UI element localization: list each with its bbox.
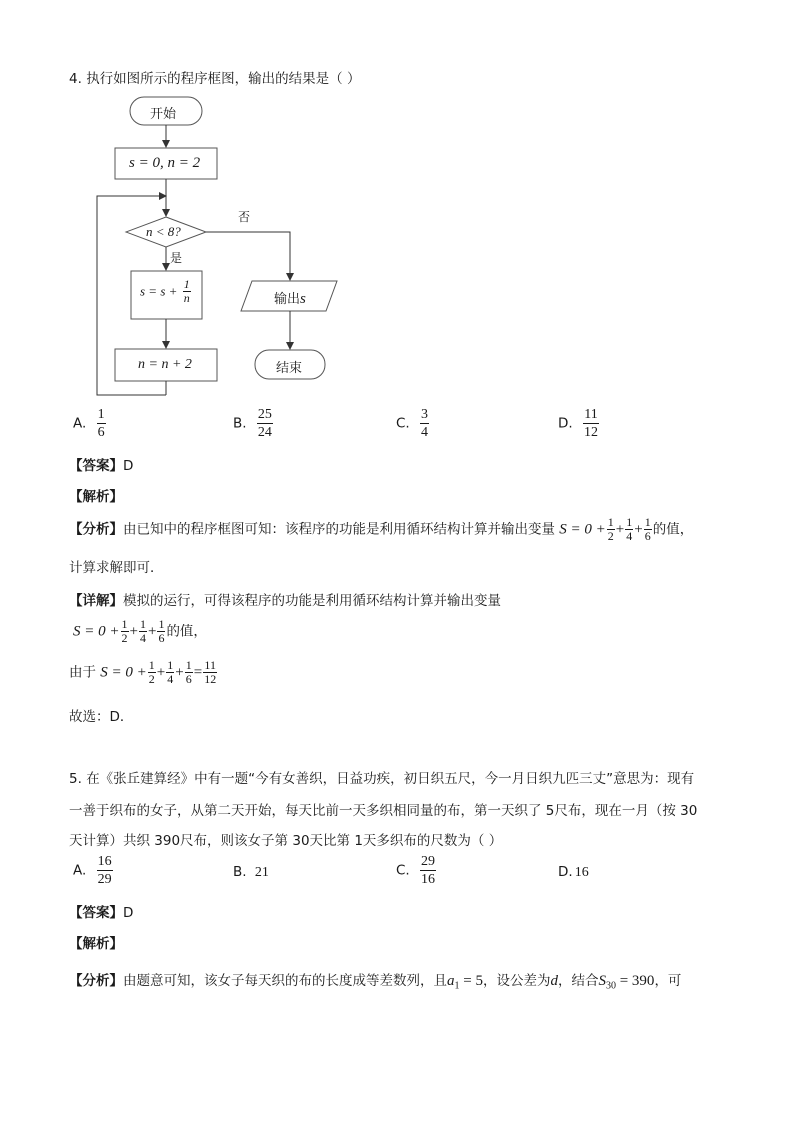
flow-update-s-label bbox=[140, 278, 192, 305]
q4-sum-line bbox=[73, 618, 207, 645]
option-label: D. bbox=[558, 864, 573, 880]
plus: + bbox=[615, 521, 625, 538]
output-var: s bbox=[300, 291, 306, 307]
fenxi-tag: 【分析】 bbox=[69, 973, 123, 989]
plus: + bbox=[156, 664, 166, 681]
flow-cond-label: n < 8? bbox=[146, 224, 181, 239]
option-label: B. bbox=[233, 864, 247, 880]
q5-line3: 天计算）共织 390尺布，则该女子第 30天比第 1天多织布的尺数为（ ） bbox=[69, 833, 503, 849]
output-text: 输出 bbox=[274, 292, 301, 307]
fenxi-c: ，结合 bbox=[557, 973, 599, 989]
q4-fenxi bbox=[69, 516, 693, 543]
q5-fenxi bbox=[69, 969, 681, 992]
q5-answer bbox=[69, 901, 133, 921]
frac-1-2: $\frac{1}{2}$ bbox=[148, 658, 155, 686]
q4-option-c bbox=[396, 406, 430, 441]
fenxi-a: 由题意可知，该女子每天织的布的长度成等差数列，且 bbox=[123, 973, 447, 989]
option-frac: $\frac{25}{24}$ bbox=[257, 407, 272, 440]
answer-tag: 【答案】 bbox=[69, 905, 123, 921]
equals: = bbox=[193, 664, 203, 681]
frac-1-4: $\frac{1}{4}$ bbox=[139, 617, 146, 645]
frac-1-4: $\frac{1}{4}$ bbox=[626, 515, 633, 543]
q5-option-c bbox=[396, 853, 437, 888]
option-label: C. bbox=[396, 415, 410, 432]
option-frac: $\frac{3}{4}$ bbox=[421, 407, 429, 440]
option-frac: $\frac{11}{12}$ bbox=[583, 407, 598, 440]
de-zhi: 的值， bbox=[652, 521, 694, 538]
q4-analysis-tag: 【解析】 bbox=[69, 489, 123, 505]
q5-number: 5. bbox=[69, 771, 82, 787]
frac-1-6: $\frac{1}{6}$ bbox=[158, 617, 165, 645]
option-frac: $\frac{29}{16}$ bbox=[421, 854, 436, 887]
xiangjie-text: 模拟的运行，可得该程序的功能是利用循环结构计算并输出变量 bbox=[123, 593, 501, 609]
q5-option-b bbox=[233, 864, 269, 881]
q4-xiangjie bbox=[69, 589, 501, 609]
sum-lhs: S = 0 + bbox=[559, 521, 606, 538]
flow-init-label: s = 0, n = 2 bbox=[129, 155, 201, 171]
fenxi-d: ，可 bbox=[654, 973, 682, 989]
plus: + bbox=[147, 623, 157, 640]
de-zhi: 的值， bbox=[166, 623, 207, 640]
q4-fenxi-cont: 计算求解即可． bbox=[69, 560, 164, 576]
frac-11-12: $\frac{11}{12}$ bbox=[204, 658, 217, 686]
q4-choose: 故选：D． bbox=[69, 709, 134, 725]
option-value: 16 bbox=[574, 865, 589, 880]
option-frac: $\frac{16}{29}$ bbox=[97, 854, 112, 887]
answer-tag: 【答案】 bbox=[69, 458, 123, 474]
flow-end-label: 结束 bbox=[276, 361, 303, 376]
update-s-lhs: s = s + bbox=[140, 283, 178, 299]
q4-stem-text: 执行如图所示的程序框图，输出的结果是（ ） bbox=[86, 71, 361, 87]
d-var: d bbox=[550, 973, 558, 989]
q4-option-b bbox=[233, 406, 274, 441]
frac-1-6: $\frac{1}{6}$ bbox=[185, 658, 192, 686]
frac-1-2: $\frac{1}{2}$ bbox=[607, 515, 614, 543]
flow-no-label: 否 bbox=[238, 210, 251, 224]
q4-option-d bbox=[558, 406, 600, 441]
q5-line2: 一善于织布的女子，从第二天开始，每天比前一天多织相同量的布，第一天织了 5尺布，现在一月（按 30 bbox=[69, 803, 698, 819]
youyu: 由于 bbox=[69, 664, 96, 681]
option-value: 21 bbox=[254, 865, 269, 880]
option-label: A. bbox=[73, 415, 87, 432]
q5-line1 bbox=[69, 767, 694, 787]
flow-yes-label: 是 bbox=[170, 251, 183, 265]
fenxi-b: ，设公差为 bbox=[482, 973, 551, 989]
q4-number: 4. bbox=[69, 71, 82, 87]
plus: + bbox=[634, 521, 643, 538]
a1-sub: 1 bbox=[454, 980, 460, 992]
q5-option-a bbox=[73, 853, 114, 888]
option-label: A. bbox=[73, 862, 87, 879]
a1-val: = 5 bbox=[459, 973, 483, 989]
xiangjie-tag: 【详解】 bbox=[69, 593, 123, 609]
answer-value: D bbox=[123, 458, 134, 474]
frac-1-6: $\frac{1}{6}$ bbox=[644, 515, 651, 543]
s30-val: = 390 bbox=[615, 973, 655, 989]
q4-result-line bbox=[69, 659, 218, 686]
q4-answer bbox=[69, 454, 133, 474]
option-frac: $\frac{1}{6}$ bbox=[97, 407, 105, 440]
sum-lhs: S = 0 + bbox=[100, 664, 147, 681]
flow-start-label: 开始 bbox=[150, 107, 177, 122]
plus: + bbox=[129, 623, 138, 640]
option-label: C. bbox=[396, 862, 410, 879]
plus: + bbox=[175, 664, 184, 681]
flow-output-label bbox=[274, 288, 306, 308]
answer-value: D bbox=[123, 905, 134, 921]
q4-option-a bbox=[73, 406, 107, 441]
fenxi-text: 由已知中的程序框图可知：该程序的功能是利用循环结构计算并输出变量 bbox=[123, 521, 555, 538]
frac-1-2: $\frac{1}{2}$ bbox=[121, 617, 128, 645]
s30-var: S bbox=[598, 973, 606, 989]
option-label: D. bbox=[558, 415, 573, 432]
a1-var: a bbox=[447, 973, 455, 989]
frac-1-4: $\frac{1}{4}$ bbox=[167, 658, 174, 686]
q5-line1-text: 在《张丘建算经》中有一题“今有女善织，日益功疾，初日织五尺，今一月日织九匹三丈”意思为：现有 bbox=[86, 771, 695, 787]
q5-analysis-tag: 【解析】 bbox=[69, 936, 123, 952]
flow-update-n-label: n = n + 2 bbox=[138, 357, 192, 372]
update-s-frac: $\frac{1}{n}$ bbox=[183, 277, 190, 305]
fenxi-tag: 【分析】 bbox=[69, 521, 123, 538]
q5-option-d bbox=[558, 864, 589, 881]
sum-lhs: S = 0 + bbox=[73, 623, 120, 640]
s30-sub: 30 bbox=[605, 980, 616, 992]
option-label: B. bbox=[233, 415, 247, 432]
